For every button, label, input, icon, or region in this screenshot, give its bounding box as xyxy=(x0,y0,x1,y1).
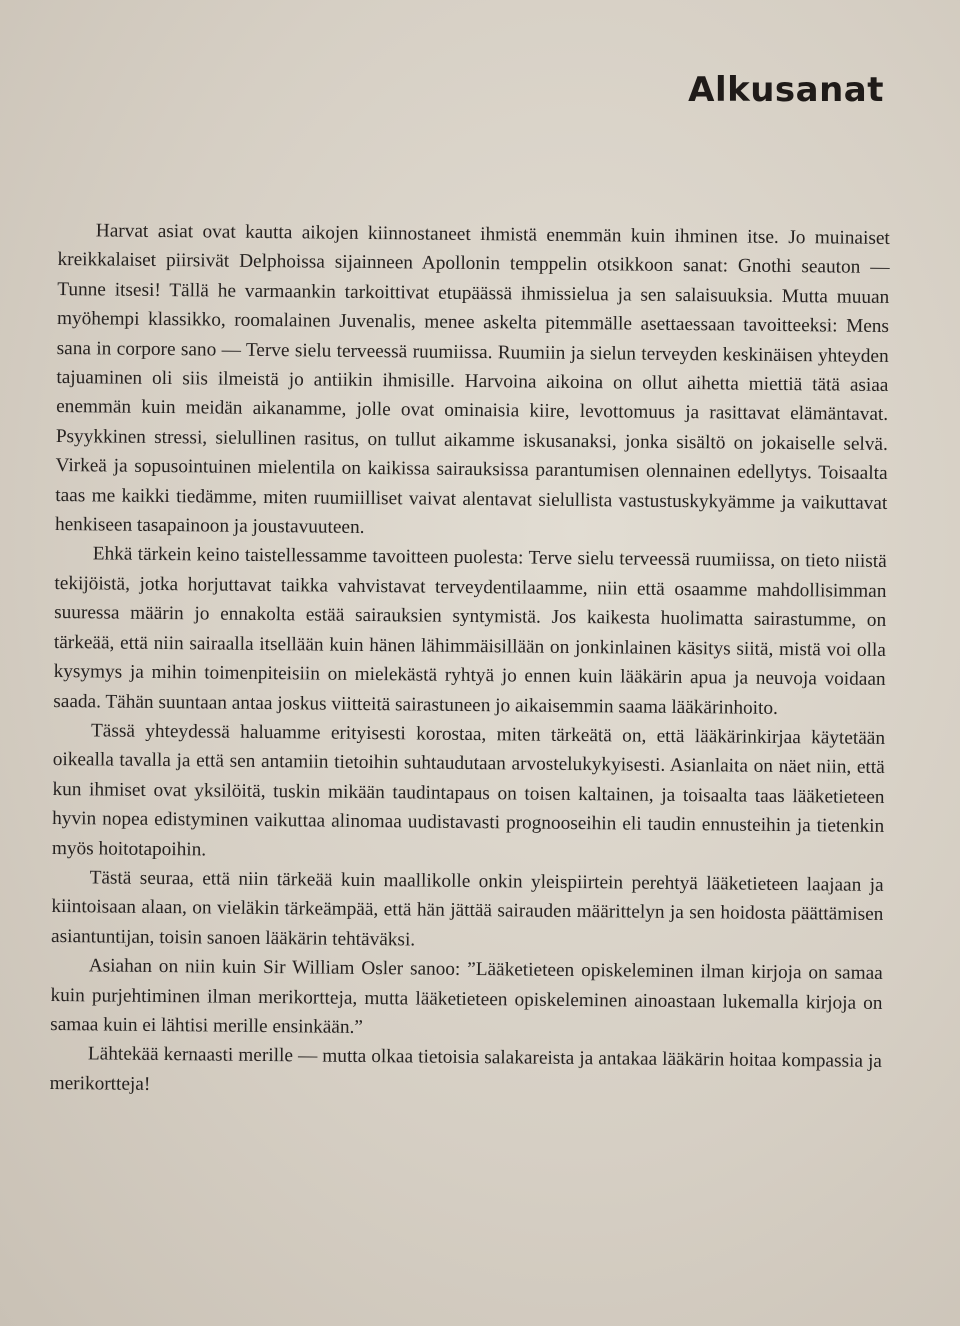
paragraph-1: Harvat asiat ovat kautta aikojen kiinnostaneet ihmistä enemmän kuin ihminen itse. Jo muinaiset kreikkalaiset piirsivät Delphoissa sijainneen Apollonin temppelin otsikkoon sanat: Gnothi seauton — Tunne itsesi! Tällä he varmaankin tarkoittivat etupäässä ihmissielua ja sen salaisuuksia. Mutta muuan myöhempi klassikko, roomalainen Juvenalis, menee askelta pitemmälle asettaessaan tavoitteeksi: Mens sana in corpore sano — Terve sielu terveessä ruumiissa. Ruumiin ja sielun terveyden keskinäisen yhteyden tajuaminen oli siis ilmeistä jo antiikin ihmisille. Harvoina aikoina on ollut aihetta miettiä tätä asiaa enemmän kuin meidän aikanamme, jolle ovat ominaisia kiire, levottomuus ja rasittavat elämäntavat. Psyykkinen stressi, sielullinen rasitus, on tullut aikamme iskusanaksi, jonka sisältö on jokaiselle selvä. Virkeä ja sopusointuinen mielentila on kaikissa sairauksissa parantumisen olennainen edellytys. Toisaalta taas me kaikki tiedämme, miten ruumiilliset vaivat alentavat sielullista vastustuskykyämme ja vaikuttavat henkiseen tasapainoon ja joustavuuteen. xyxy=(54,220,890,539)
paragraph-4: Tästä seuraa, että niin tärkeää kuin maallikolle onkin yleispiirtein perehtyä lääketieteen laajaan ja kiintoisaan alaan, on vieläkin tärkeämpää, että hän jättää sairauden määrittelyn ja sen hoidosta päättämisen asiantuntijan, toisin sanoen lääkärin tehtäväksi. xyxy=(50,867,884,951)
paragraph-2: Ehkä tärkein keino taistellessamme tavoitteen puolesta: Terve sielu terveessä ruumiissa, on tieto niistä tekijöistä, jotka horjuttavat taikka vahvistavat terveydentilaamme, niin että osaamme mahdollisimman suuressa määrin jo ennakolta estää sairauksien syntymistä. Jos kaikesta huolimatta sairastumme, on tärkeää, että niin sairaalla itsellään kuin hänen lähimmäisillään on jonkinlainen käsitys siitä, mistä voi olla kysymys ja mihin toimenpiteisiin on mielekästä ryhtyä jo ennen kuin lääkärin apua ja neuvoja voidaan saada. Tähän suuntaan antaa joskus viitteitä sairastuneen jo aikaisemmin saama lääkärinhoito. xyxy=(53,543,887,719)
paragraph-5: Asiahan on niin kuin Sir William Osler sanoo: ”Lääketieteen opiskeleminen ilman kirjoja on samaa kuin purjehtiminen ilman merikortteja, mutta lääketieteen opiskeleminen ainoastaan lukemalla kirjoja on samaa kuin ei lähtisi merille ensinkään.” xyxy=(50,955,883,1038)
preface-body xyxy=(50,216,890,1106)
paragraph-3: Tässä yhteydessä haluamme erityisesti korostaa, miten tärkeätä on, että lääkärinkirjaa käytetään oikealla tavalla ja että sen antamiin tietoihin suhtaudutaan arvostelukykyisesti. Asianlaita on näet niin, että kun ihmiset ovat yksilöitä, tuskin mikään taudintapaus on toisen kaltainen, ja toisaalta taas lääketieteen hyvin nopea edistyminen vaikuttaa alinomaa uudistavasti prognooseihin eli taudin ennusteihin ja tietenkin myös hoitotapoihin. xyxy=(51,720,886,860)
paragraph-6: Lähtekää kernaasti merille — mutta olkaa tietoisia salakareista ja antakaa lääkärin hoitaa kompassia ja merikortteja! xyxy=(49,1043,883,1095)
page-title: Alkusanat xyxy=(688,70,884,110)
